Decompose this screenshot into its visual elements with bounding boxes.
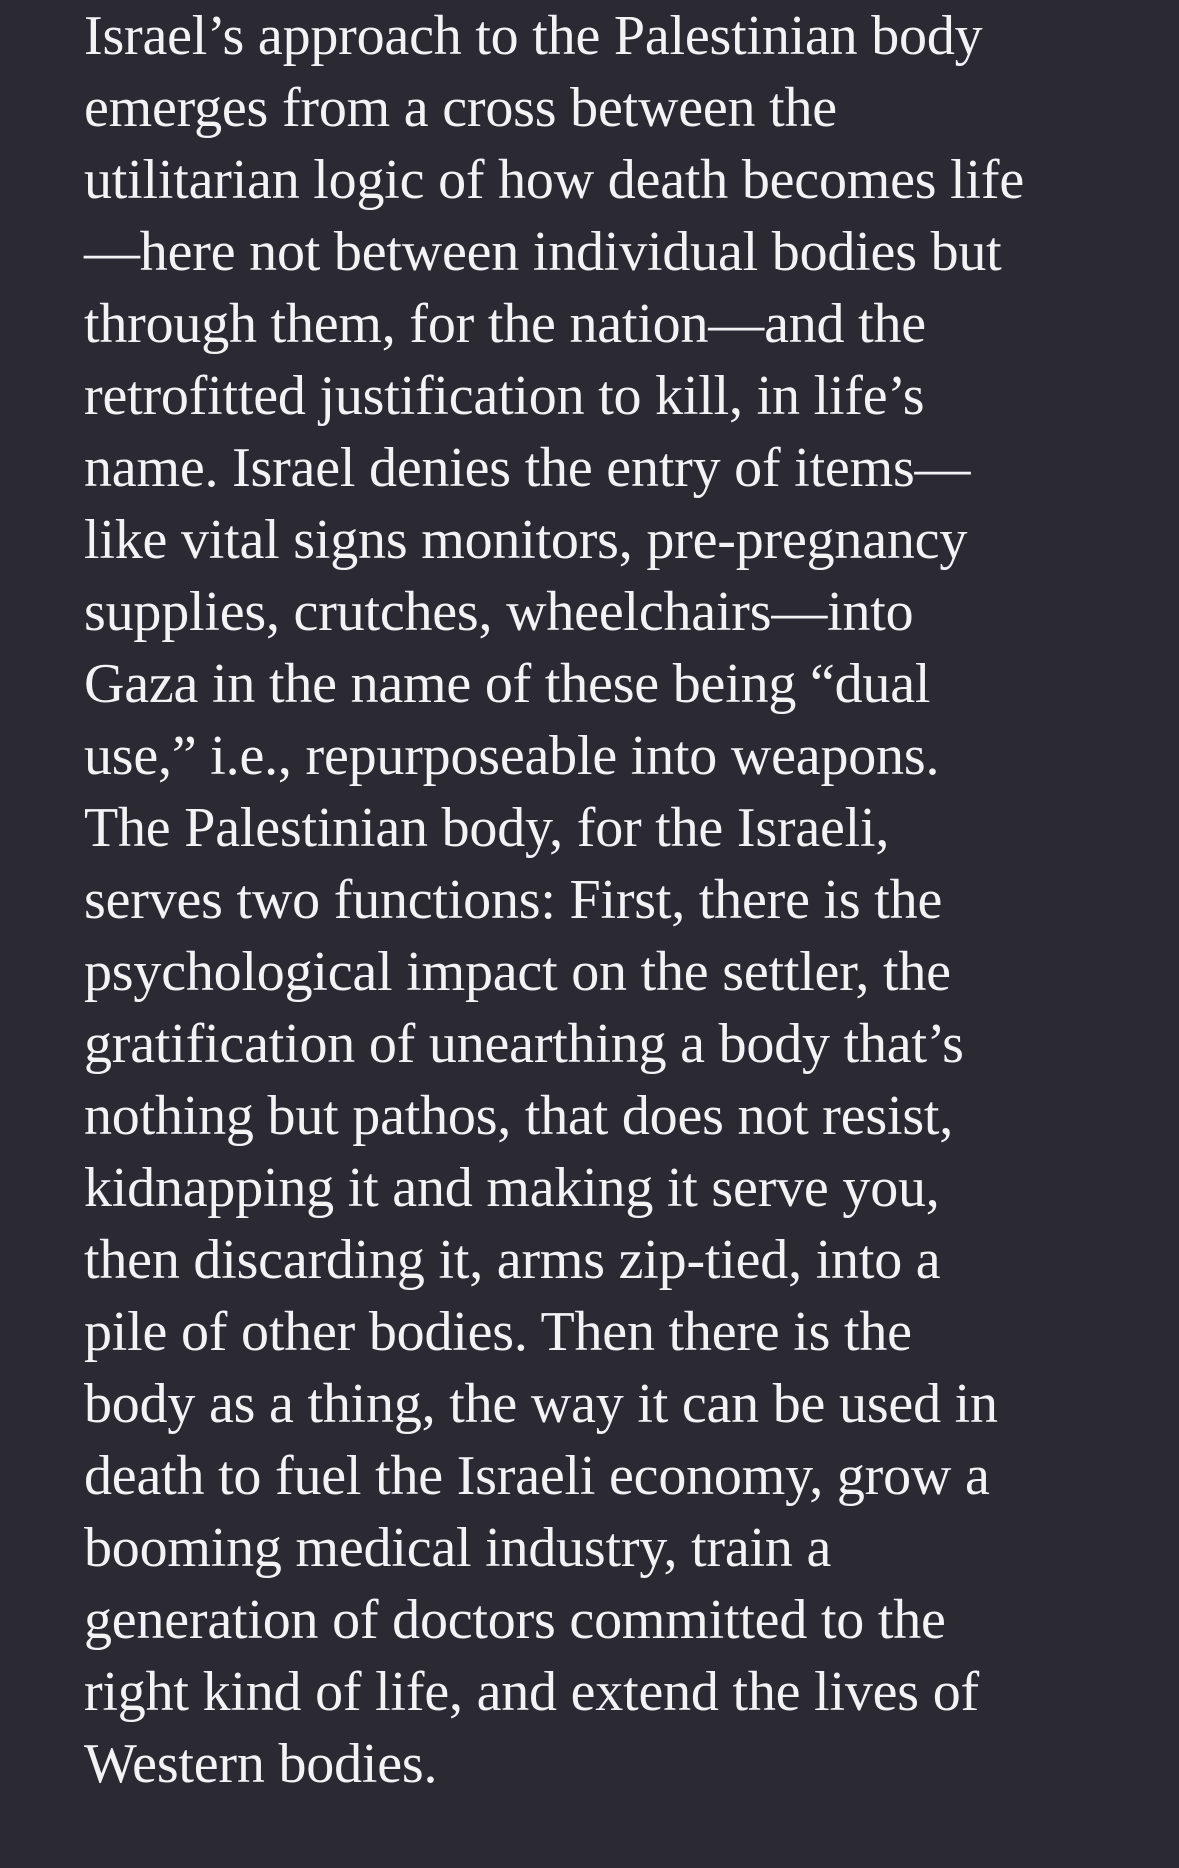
paragraph-line: name. Israel denies the entry of items— xyxy=(84,437,971,499)
paragraph-line: psychological impact on the settler, the xyxy=(84,941,951,1003)
paragraph-line: then discarding it, arms zip-tied, into a xyxy=(84,1229,941,1291)
paragraph-line: Israel’s approach to the Palestinian body xyxy=(84,5,983,67)
paragraph-line: —here not between individual bodies but xyxy=(84,221,1002,283)
paragraph-line: retrofitted justification to kill, in life’s xyxy=(84,365,925,427)
paragraph-line: serves two functions: First, there is the xyxy=(84,869,943,931)
paragraph-line: The Palestinian body, for the Israeli, xyxy=(84,797,890,859)
paragraph-line: Gaza in the name of these being “dual xyxy=(84,653,931,715)
paragraph-line: kidnapping it and making it serve you, xyxy=(84,1157,940,1219)
paragraph-line: nothing but pathos, that does not resist, xyxy=(84,1085,954,1147)
paragraph-line: through them, for the nation—and the xyxy=(84,293,926,355)
paragraph-line: booming medical industry, train a xyxy=(84,1517,832,1579)
paragraph-line: pile of other bodies. Then there is the xyxy=(84,1301,912,1363)
paragraph-line: right kind of life, and extend the lives of xyxy=(84,1661,979,1723)
article-paragraph xyxy=(84,0,1144,1800)
paragraph-line: body as a thing, the way it can be used in xyxy=(84,1373,998,1435)
paragraph-line: like vital signs monitors, pre-pregnancy xyxy=(84,509,968,571)
paragraph-line: gratification of unearthing a body that’s xyxy=(84,1013,964,1075)
paragraph-line: supplies, crutches, wheelchairs—into xyxy=(84,581,914,643)
paragraph-line: Western bodies. xyxy=(84,1733,438,1795)
paragraph-line: use,” i.e., repurposeable into weapons. xyxy=(84,725,940,787)
paragraph-line: utilitarian logic of how death becomes life xyxy=(84,149,1024,211)
paragraph-line: generation of doctors committed to the xyxy=(84,1589,946,1651)
paragraph-line: death to fuel the Israeli economy, grow a xyxy=(84,1445,990,1507)
paragraph-line: emerges from a cross between the xyxy=(84,77,837,139)
